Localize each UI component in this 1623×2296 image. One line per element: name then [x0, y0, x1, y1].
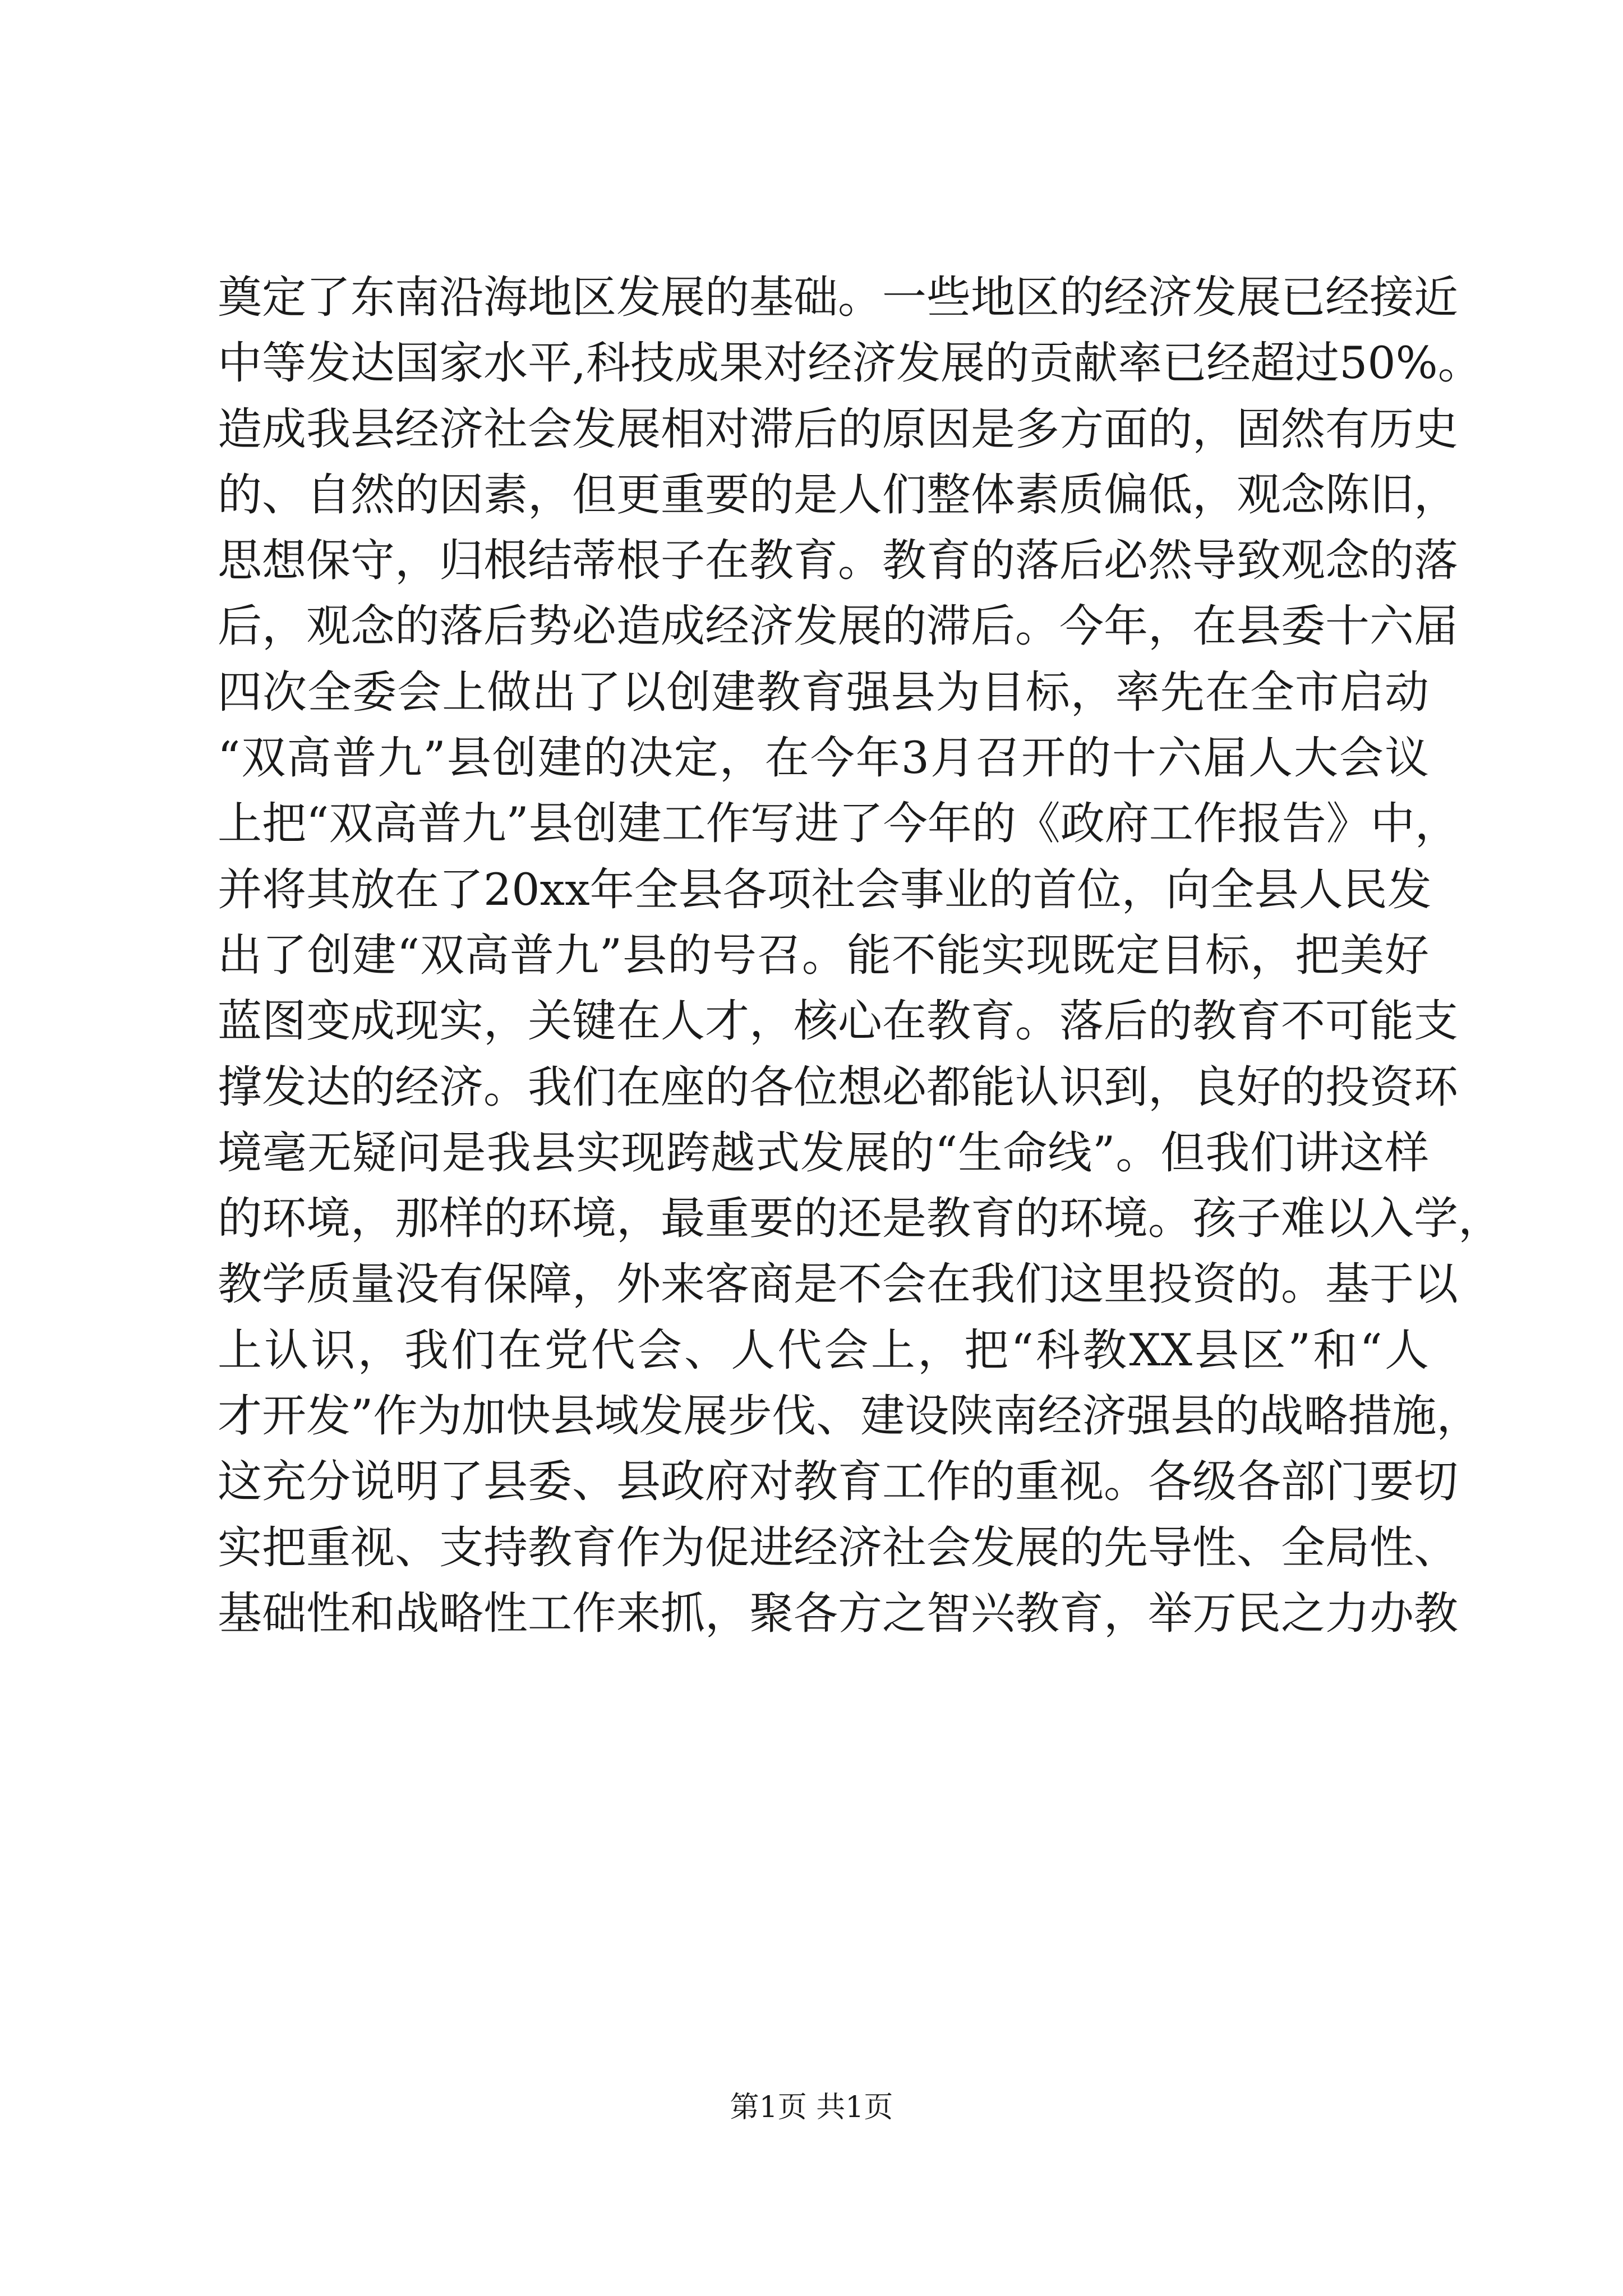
text-line: 教学质量没有保障，外来客商是不会在我们这里投资的。基于以 [218, 1258, 1458, 1310]
text-line: 上认识，我们在党代会、人代会上，把“科教XX县区”和“人 [218, 1324, 1429, 1376]
text-line: 奠定了东南沿海地区发展的基础。一些地区的经济发展已经接近 [218, 272, 1458, 323]
text-line: 才开发”作为加快县域发展步伐、建设陕南经济强县的战略措施， [218, 1390, 1481, 1442]
text-line: 的环境，那样的环境，最重要的还是教育的环境。孩子难以入学， [218, 1193, 1502, 1245]
text-line: 后，观念的落后势必造成经济发展的滞后。今年，在县委十六届 [218, 600, 1458, 652]
text-line: 上把“双高普九”县创建工作写进了今年的《政府工作报告》中， [218, 798, 1459, 850]
text-line: 中等发达国家水平,科技成果对经济发展的贡献率已经超过50%。 [218, 337, 1482, 389]
text-line: 基础性和战略性工作来抓，聚各方之智兴教育，举万民之力办教 [218, 1587, 1458, 1639]
text-line: 的、自然的因素，但更重要的是人们整体素质偏低，观念陈旧， [218, 468, 1458, 521]
text-line: 蓝图变成现实，关键在人才，核心在教育。落后的教育不可能支 [218, 995, 1458, 1047]
text-line: 造成我县经济社会发展相对滞后的原因是多方面的，固然有历史 [218, 403, 1458, 455]
text-line: 这充分说明了县委、县政府对教育工作的重视。各级各部门要切 [218, 1456, 1458, 1508]
text-line: 四次全委会上做出了以创建教育强县为目标，率先在全市启动 [218, 666, 1429, 718]
text-line: “双高普九”县创建的决定，在今年3月召开的十六届人大会议 [218, 732, 1429, 784]
text-line: 思想保守，归根结蒂根子在教育。教育的落后必然导致观念的落 [218, 535, 1458, 587]
text-line: 并将其放在了20xx年全县各项社会事业的首位，向全县人民发 [218, 863, 1432, 915]
body-text [218, 265, 1502, 1646]
text-line: 撑发达的经济。我们在座的各位想必都能认识到，良好的投资环 [218, 1061, 1458, 1113]
page-footer: 第1页 共1页 [730, 2091, 893, 2124]
text-line: 实把重视、支持教育作为促进经济社会发展的先导性、全局性、 [218, 1521, 1458, 1573]
text-line: 出了创建“双高普九”县的号召。能不能实现既定目标，把美好 [218, 929, 1429, 981]
text-line: 境毫无疑问是我县实现跨越式发展的“生命线”。但我们讲这样 [218, 1126, 1429, 1179]
